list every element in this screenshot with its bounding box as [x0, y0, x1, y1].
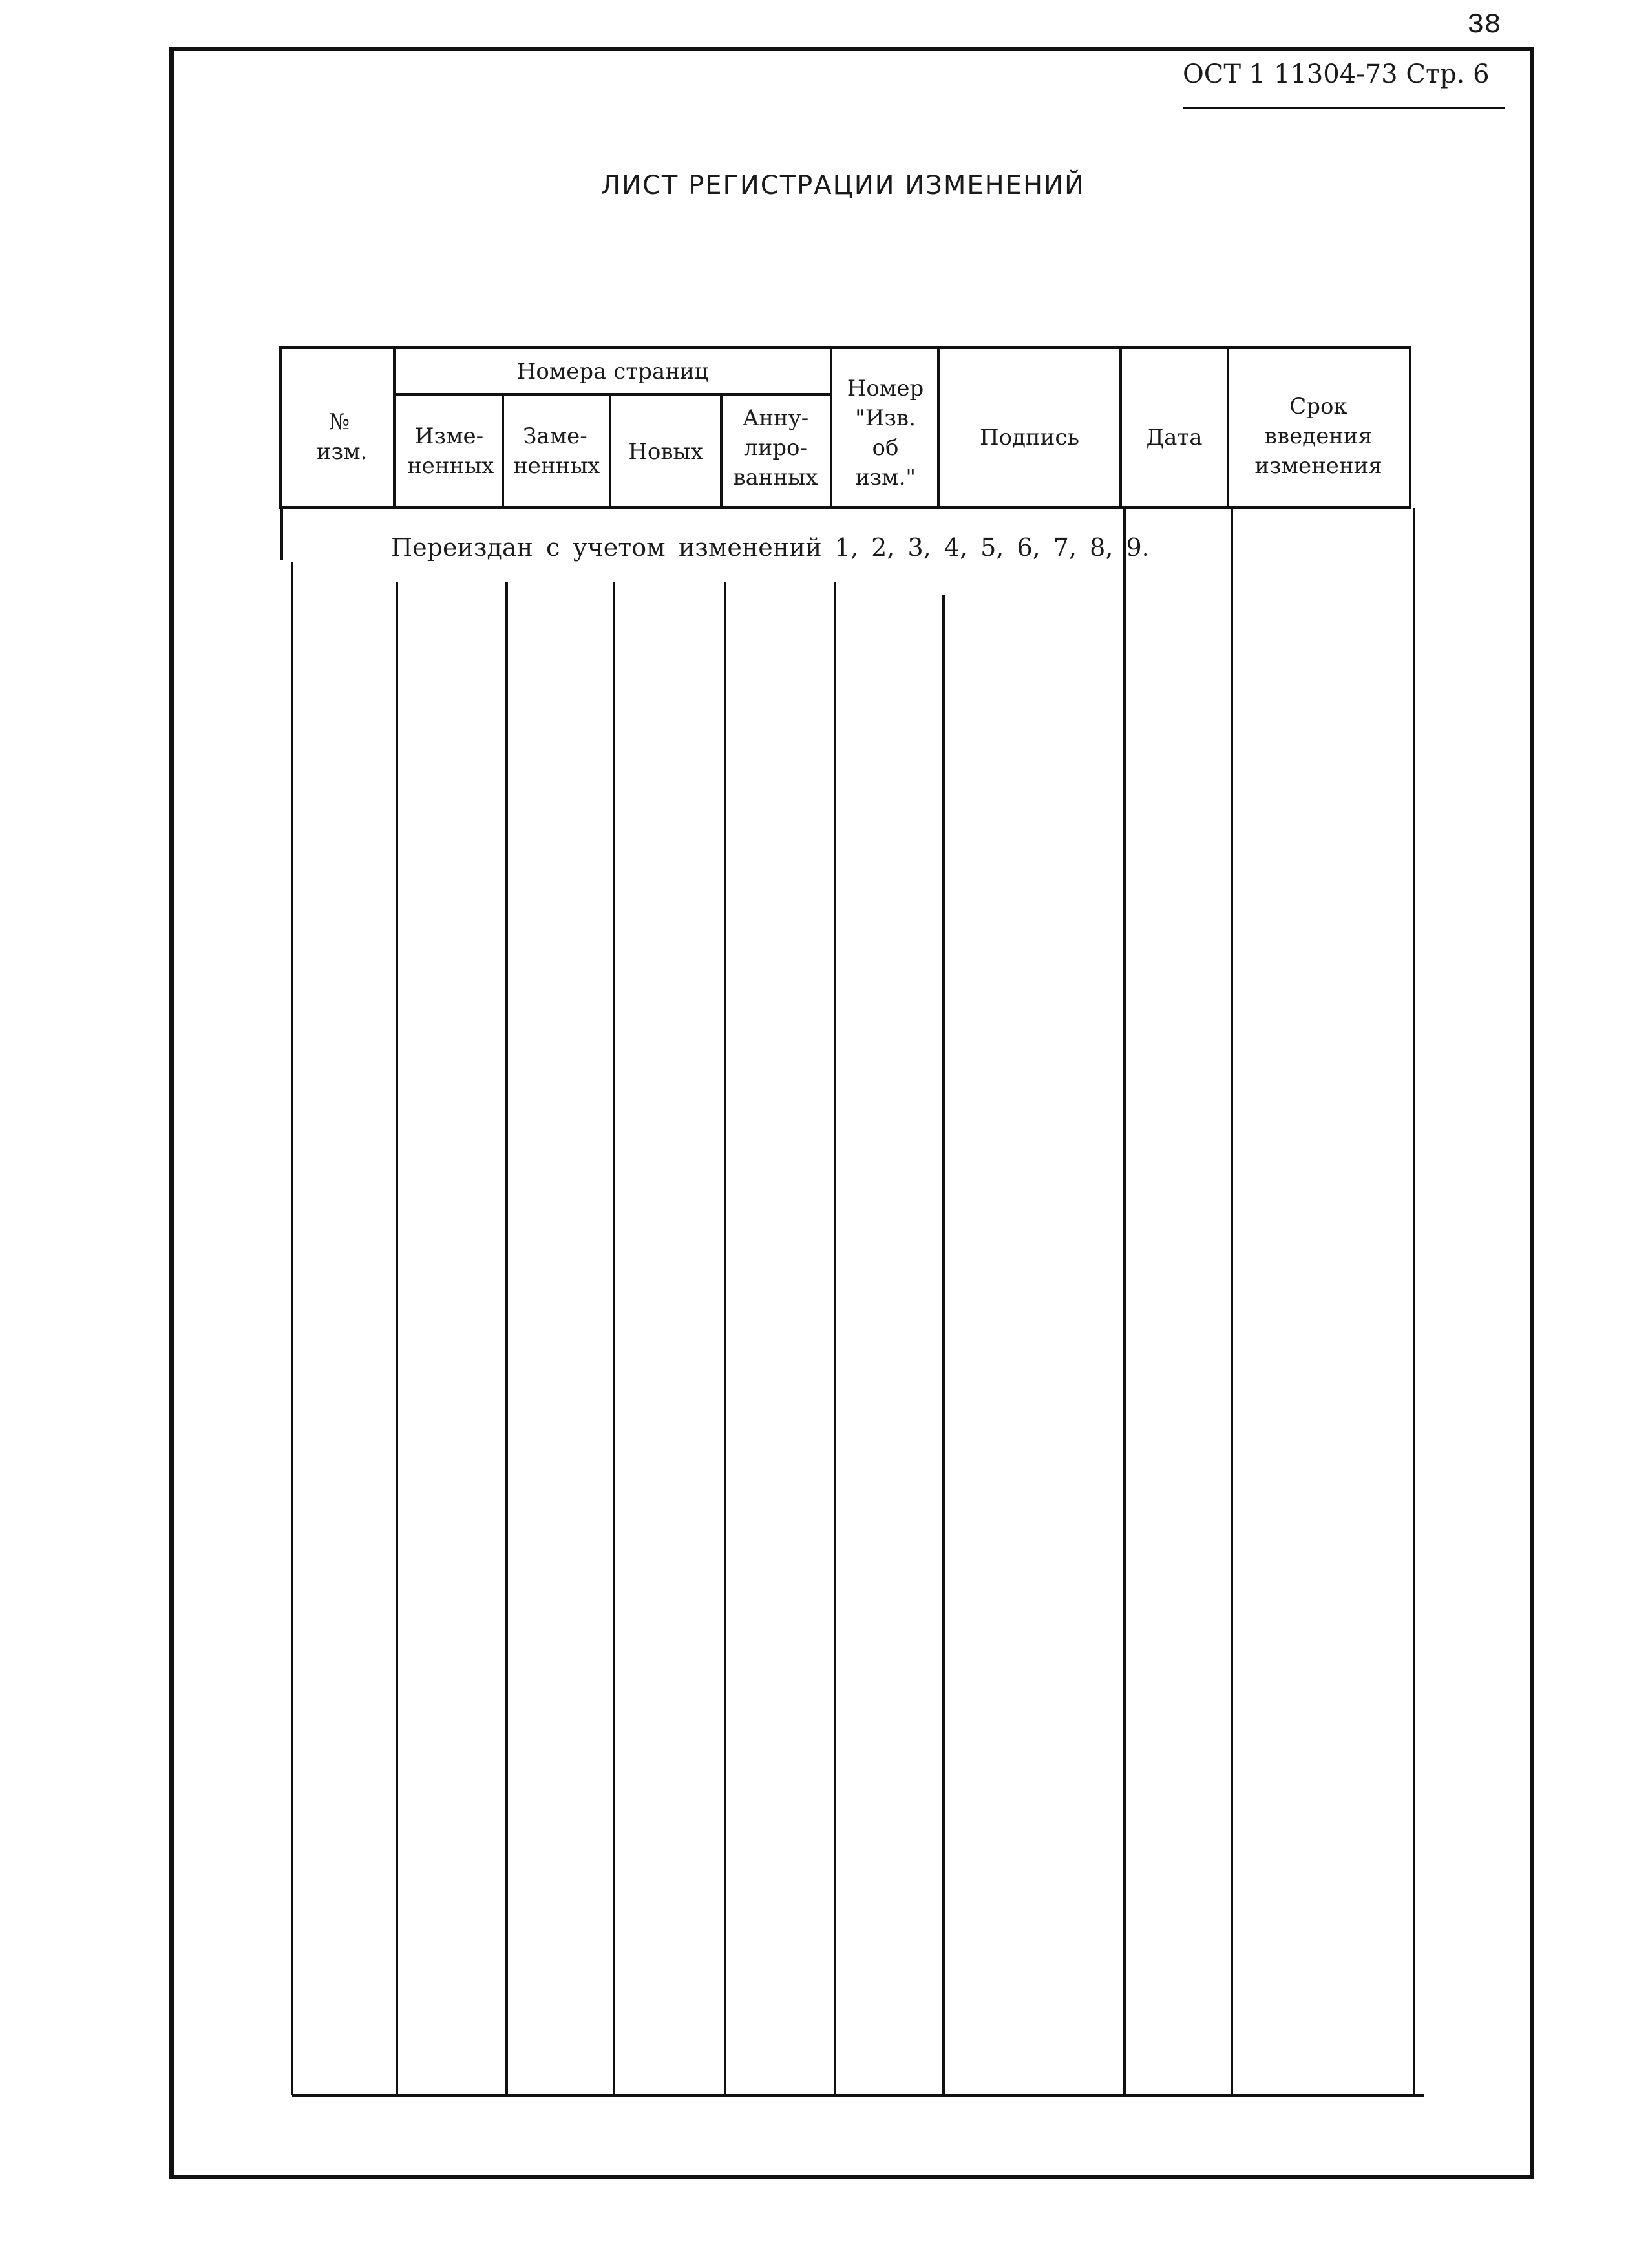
col-header-signature: Подпись: [980, 425, 1079, 450]
col-divider: [1123, 508, 1126, 2095]
page-frame: [169, 47, 1534, 2179]
col-divider: [291, 562, 293, 2095]
col-header-term: Срок введения изменения: [1254, 394, 1382, 479]
col-group-header-page-numbers: Номера страниц: [516, 359, 709, 385]
col-divider: [280, 508, 283, 560]
col-header-change-number: № изм.: [317, 409, 368, 465]
table-top-border: [279, 346, 1411, 349]
col-header-replaced: Заме- ненных: [513, 423, 600, 479]
col-header-new: Новых: [628, 439, 703, 465]
col-divider: [942, 595, 945, 2095]
col-divider: [1413, 508, 1415, 2095]
col-divider: [1227, 346, 1229, 508]
col-header-date: Дата: [1146, 425, 1203, 450]
col-divider: [505, 582, 508, 2095]
col-header-annulled: Анну- лиро- ванных: [733, 405, 818, 491]
header-bottom-border: [279, 506, 1411, 509]
standard-code-underline: [1183, 107, 1505, 109]
col-header-changed: Изме- ненных: [407, 423, 494, 479]
col-divider: [1231, 508, 1233, 2095]
col-divider: [502, 393, 504, 508]
standard-code: ОСТ 1 11304-73 Стр. 6: [1183, 59, 1490, 89]
col-divider: [830, 346, 832, 508]
col-divider: [396, 582, 398, 2095]
col-divider: [724, 582, 726, 2095]
col-divider: [279, 346, 282, 508]
pages-group-divider: [394, 393, 831, 396]
table-bottom-border: [292, 2094, 1424, 2097]
col-divider: [834, 582, 836, 2095]
page-number: 38: [1467, 9, 1501, 41]
col-divider: [613, 582, 615, 2095]
reissue-note: Переиздан с учетом изменений 1, 2, 3, 4, 5, 6, 7, 8, 9.: [391, 533, 1150, 562]
document-title: ЛИСТ РЕГИСТРАЦИИ ИЗМЕНЕНИЙ: [601, 171, 1085, 200]
col-divider: [1409, 346, 1411, 508]
col-header-notice-number: Номер "Изв. об изм.": [847, 376, 924, 491]
